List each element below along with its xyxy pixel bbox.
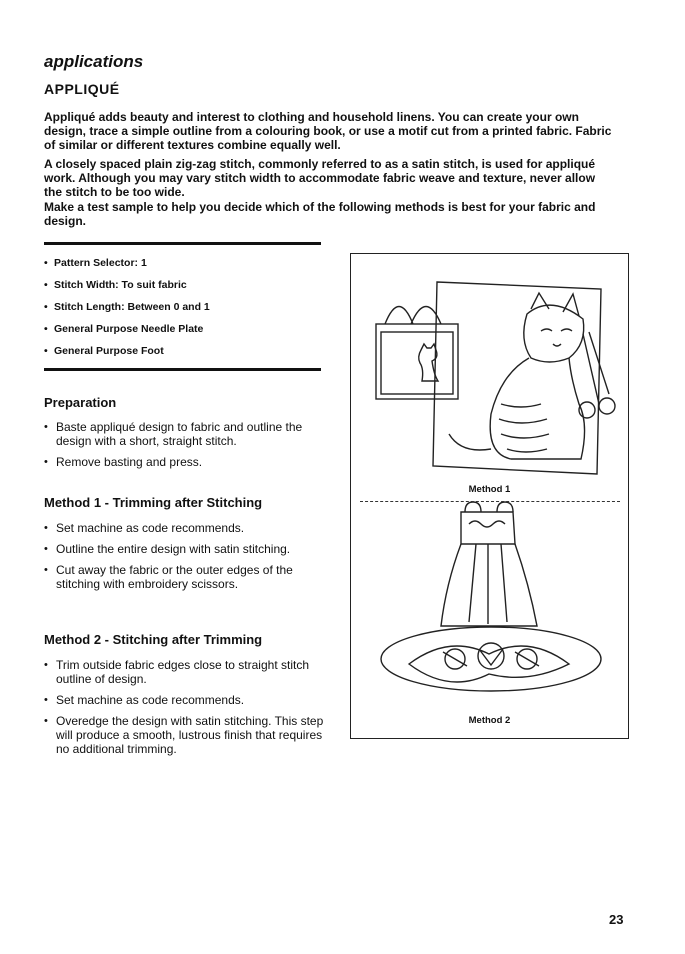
method2-heading: Method 2 - Stitching after Trimming: [44, 632, 263, 647]
list-item: • Overedge the design with satin stitching. This step will produce a smooth, lustrous finish that requires no additional trimming.: [44, 714, 324, 756]
divider-bottom: [44, 368, 321, 371]
method1-drawing: [376, 282, 615, 474]
intro-paragraph-1: Appliqué adds beauty and interest to clothing and household linens. You can create your own design, trace a simple outline from a colouring book, or use a motif cut from a printed fabric. Fabric of similar or different textures combine equally well.: [44, 110, 612, 152]
applique-illustration: [351, 254, 628, 738]
method1-heading: Method 1 - Trimming after Stitching: [44, 495, 263, 510]
setting-item: • General Purpose Foot: [44, 345, 164, 357]
list-item: • Set machine as code recommends.: [44, 693, 324, 707]
preparation-heading: Preparation: [44, 395, 117, 410]
list-item: • Set machine as code recommends.: [44, 521, 324, 535]
method2-drawing: [381, 502, 601, 691]
setting-item: • Stitch Width: To suit fabric: [44, 279, 187, 291]
method1-list: [44, 521, 324, 598]
list-item: • Cut away the fabric or the outer edges of the stitching with embroidery scissors.: [44, 563, 324, 591]
figure-caption-method1: Method 1: [468, 484, 511, 495]
settings-list: [44, 256, 324, 366]
intro-paragraph-2: A closely spaced plain zig-zag stitch, commonly referred to as a satin stitch, is used for appliqué work. Although you may vary stitch width to accommodate fabric weave and texture, never allow the stitch to be too wide.: [44, 157, 596, 199]
list-item: • Baste appliqué design to fabric and outline the design with a short, straight stitch.: [44, 420, 324, 448]
setting-item: • General Purpose Needle Plate: [44, 323, 204, 335]
illustration-panel: [350, 253, 629, 739]
section-title: applications: [44, 52, 144, 71]
page-number: 23: [609, 912, 624, 927]
list-item: • Outline the entire design with satin stitching.: [44, 542, 324, 556]
figure-separator: [360, 501, 620, 502]
intro-paragraph-3: Make a test sample to help you decide which of the following methods is best for your fabric and design.: [44, 200, 596, 228]
setting-item: • Pattern Selector: 1: [44, 257, 147, 269]
method2-list: [44, 658, 324, 763]
setting-item: • Stitch Length: Between 0 and 1: [44, 301, 210, 313]
divider-top: [44, 242, 321, 245]
list-item: • Trim outside fabric edges close to straight stitch outline of design.: [44, 658, 324, 686]
figure-caption-method2: Method 2: [468, 715, 511, 726]
list-item: • Remove basting and press.: [44, 455, 324, 469]
page-heading: APPLIQUÉ: [44, 81, 120, 97]
preparation-list: [44, 420, 324, 476]
